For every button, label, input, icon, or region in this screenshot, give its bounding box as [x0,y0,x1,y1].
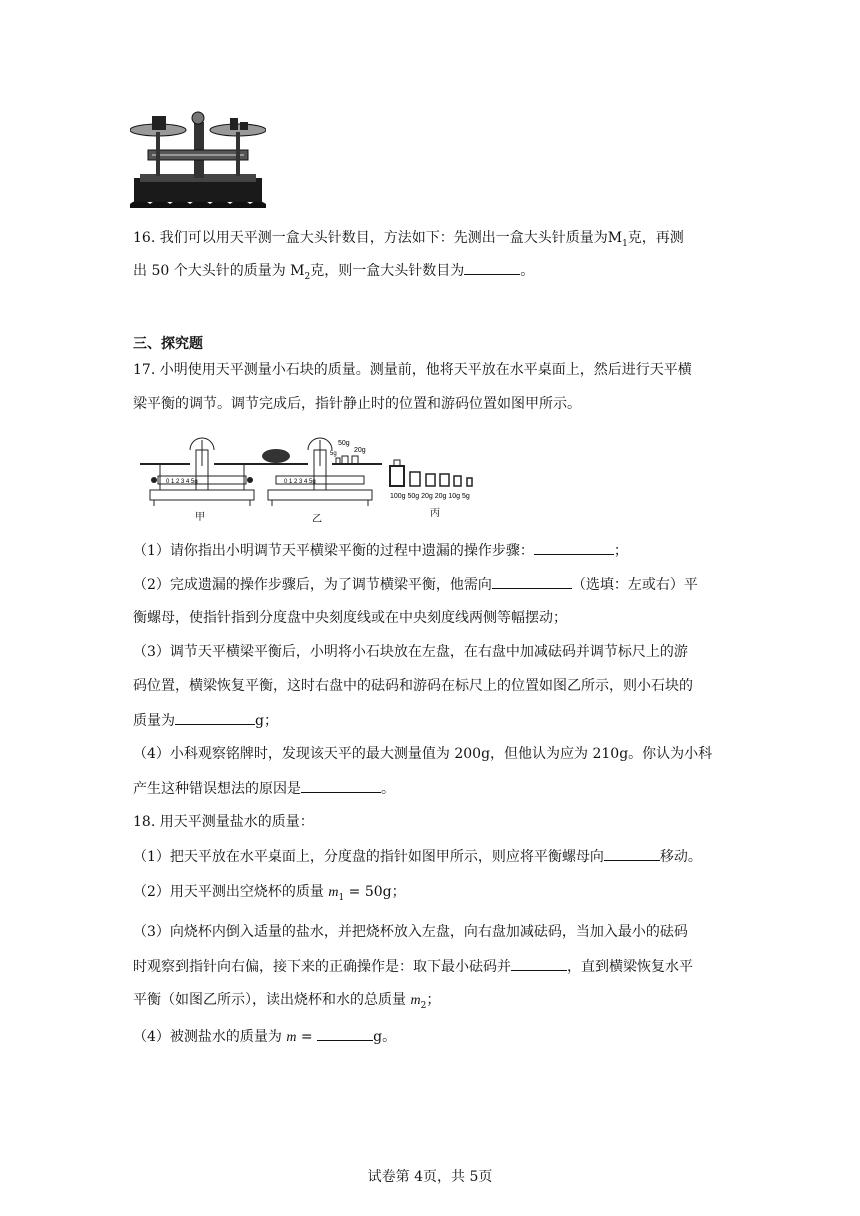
svg-text:0 1 2 3 4 5g: 0 1 2 3 4 5g [284,479,316,485]
page-footer: 试卷第 4页，共 5页 [367,1169,493,1185]
question-17-line-1: 17. 小明使用天平测量小石块的质量。测量前，他将天平放在水平桌面上，然后进行天平横 [133,362,692,378]
answer-blank[interactable] [301,778,381,793]
question-17-part-3-line-2: 码位置，横梁恢复平衡，这时右盘中的砝码和游码在标尺上的位置如图乙所示，则小石块的 [133,678,693,694]
question-17-part-2-line-2: 衡螺母，使指针指到分度盘中央刻度线或在中央刻度线两侧等幅摆动； [133,610,567,626]
svg-text:20g: 20g [354,447,366,454]
question-17-part-3-line-1: （3）调节天平横梁平衡后，小明将小石块放在左盘，在右盘中加减砝码并调节标尺上的游 [133,644,688,660]
svg-text:丙: 丙 [430,508,440,519]
question-18-part-3-line-1: （3）向烧杯内倒入适量的盐水，并把烧杯放入左盘，向右盘加减砝码，当加入最小的砝码 [133,924,688,940]
balance-yi [258,438,382,522]
question-17-part-1: （1）请你指出小明调节天平横梁平衡的过程中遗漏的操作步骤： ； [133,540,628,561]
svg-text:50g: 50g [338,440,350,447]
svg-text:5g: 5g [330,451,337,457]
question-17-part-4-line-2: 产生这种错误想法的原因是 。 [133,778,395,799]
question-18-part-1: （1）把天平放在水平桌面上，分度盘的指针如图甲所示，则应将平衡螺母向 移动。 [133,846,702,867]
question-17-part-4-line-1: （4）小科观察铭牌时，发现该天平的最大测量值为 200g，但他认为应为 210g。你认为小科 [133,746,713,762]
question-18-line-1: 18. 用天平测量盐水的质量： [133,814,314,830]
svg-text:0 1 2 3 4 5g: 0 1 2 3 4 5g [166,479,198,485]
section-heading: 三、探究题 [133,336,203,352]
question-17-part-2-line-1: （2）完成遗漏的操作步骤后，为了调节横梁平衡，他需向 （选填：左或右）平 [133,574,698,595]
answer-blank[interactable] [464,260,520,275]
weights-bing [390,460,472,519]
balance-figure [140,436,500,522]
question-18-part-3-line-3: 平衡（如图乙所示），读出烧杯和水的总质量 $m_2$； [133,992,441,1011]
question-17-part-3-line-3: 质量为 g； [133,710,278,731]
balance-photo [130,108,266,208]
question-18-part-4: （4）被测盐水的质量为 m = g。 [133,1026,396,1048]
question-16-line-2: 出 50 个大头针的质量为 $M_2$克，则一盒大头针数目为 。 [133,260,534,287]
answer-blank[interactable] [175,710,255,725]
svg-text:乙: 乙 [312,514,322,522]
answer-blank[interactable] [604,846,660,861]
answer-blank[interactable] [534,540,614,555]
svg-text:甲: 甲 [195,512,205,522]
question-18-part-2: （2）用天平测出空烧杯的质量 $m_1 = 50g$； [133,884,406,903]
answer-blank[interactable] [492,574,572,589]
question-17-line-2: 梁平衡的调节。调节完成后，指针静止时的位置和游码位置如图甲所示。 [133,396,581,412]
answer-blank[interactable] [511,956,567,971]
question-18-part-3-line-2: 时观察到指针向右偏，接下来的正确操作是：取下最小砝码并 ，直到横梁恢复水平 [133,956,693,977]
svg-text:100g 50g 20g 20g 10g 5g: 100g 50g 20g 20g 10g 5g [390,493,470,500]
question-16-line-1: 16. 我们可以用天平测一盒大头针数目，方法如下：先测出一盒大头针质量为$M_1$克，再测 [133,230,684,249]
answer-blank[interactable] [317,1026,373,1041]
balance-jia [140,438,264,522]
